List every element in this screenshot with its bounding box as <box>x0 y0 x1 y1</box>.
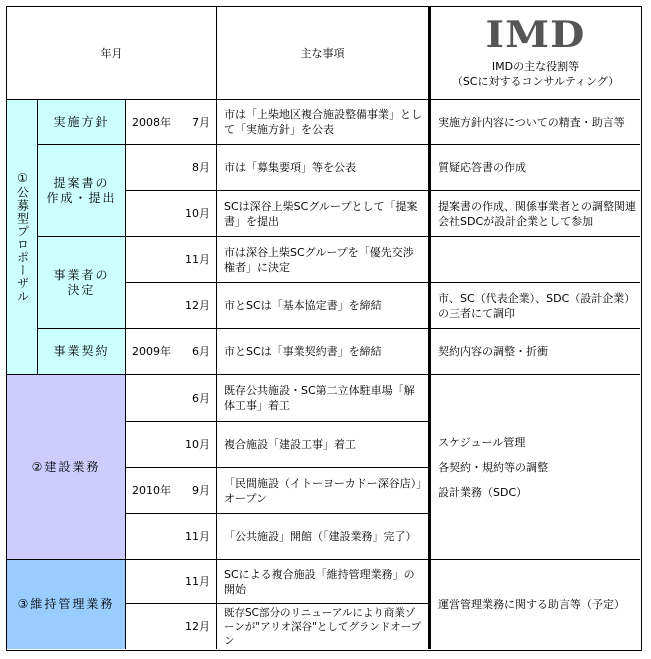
role-cell: 市、SC（代表企業）、SDC（設計企業）の三者にて調印 <box>429 283 640 329</box>
row-event: 市は深谷上柴SCグループを「優先交渉権者」に決定 <box>217 237 429 283</box>
project-timeline-table <box>6 6 642 651</box>
row-event: 「公共施設」開館（「建設業務」完了） <box>217 514 429 560</box>
role-cell <box>429 237 640 283</box>
row-event: SCは深谷上柴SCグループとして「提案書」を提出 <box>217 191 429 237</box>
imd-logo: IMD <box>485 14 586 56</box>
row-date: 11月 <box>126 514 217 560</box>
row-event: 市は「上柴地区複合施設整備事業」として「実施方針」を公表 <box>217 100 429 145</box>
header-date: 年月 <box>7 7 217 100</box>
imd-role-title: IMDの主な役割等 <box>491 60 580 73</box>
role-cell: 提案書の作成、関係事業者との調整関連会社SDCが設計企業として参加 <box>429 191 640 237</box>
row-date: 11月 <box>126 560 217 604</box>
row-event: 既存SC部分のリニューアルにより商業ゾーンが"アリオ深谷"としてグランドオープン <box>217 604 429 649</box>
phase-proposal: ①公募型プロポーザル <box>7 100 38 375</box>
phase-maintenance: ③維持管理業務 <box>7 560 126 649</box>
row-date: 2008年 7月 <box>126 100 217 145</box>
row-event: 「民間施設（イトーヨーカドー深谷店）」オープン <box>217 468 429 514</box>
role-cell: 実施方針内容についての精査・助言等 <box>429 100 640 145</box>
row-date: 2010年 9月 <box>126 468 217 514</box>
maintenance-role-cell: 運営管理業務に関する助言等（予定） <box>429 560 640 649</box>
role-cell: 質疑応答書の作成 <box>429 145 640 191</box>
role-item: 設計業務（SDC） <box>438 485 528 499</box>
imd-role-subtitle: （SCに対するコンサルティング） <box>451 75 620 88</box>
role-cell: 契約内容の調整・折衝 <box>429 329 640 375</box>
row-date: 10月 <box>126 191 217 237</box>
header-events: 主な事項 <box>217 7 429 100</box>
subphase-operator-decision: 事業者の 決定 <box>38 237 126 329</box>
row-event: 市は「募集要項」等を公表 <box>217 145 429 191</box>
row-event: 市とSCは「基本協定書」を締結 <box>217 283 429 329</box>
row-date: 12月 <box>126 283 217 329</box>
subphase-policy: 実施方針 <box>38 100 126 145</box>
role-item: スケジュール管理 <box>438 435 526 449</box>
row-event: SCによる複合施設「維持管理業務」の開始 <box>217 560 429 604</box>
row-date: 10月 <box>126 422 217 468</box>
role-item: 各契約・規約等の調整 <box>438 460 548 474</box>
header-imd-role <box>429 7 640 100</box>
construction-role-cell <box>429 375 640 560</box>
subphase-proposal-submission: 提案書の 作成・提出 <box>38 145 126 237</box>
phase-construction: ②建設業務 <box>7 375 126 560</box>
row-date: 11月 <box>126 237 217 283</box>
row-date: 12月 <box>126 604 217 649</box>
row-date: 8月 <box>126 145 217 191</box>
row-date: 2009年 6月 <box>126 329 217 375</box>
row-event: 市とSCは「事業契約書」を締結 <box>217 329 429 375</box>
subphase-contract: 事業契約 <box>38 329 126 375</box>
row-event: 複合施設「建設工事」着工 <box>217 422 429 468</box>
row-event: 既存公共施設・SC第二立体駐車場「解体工事」着工 <box>217 375 429 422</box>
row-date: 6月 <box>126 375 217 422</box>
